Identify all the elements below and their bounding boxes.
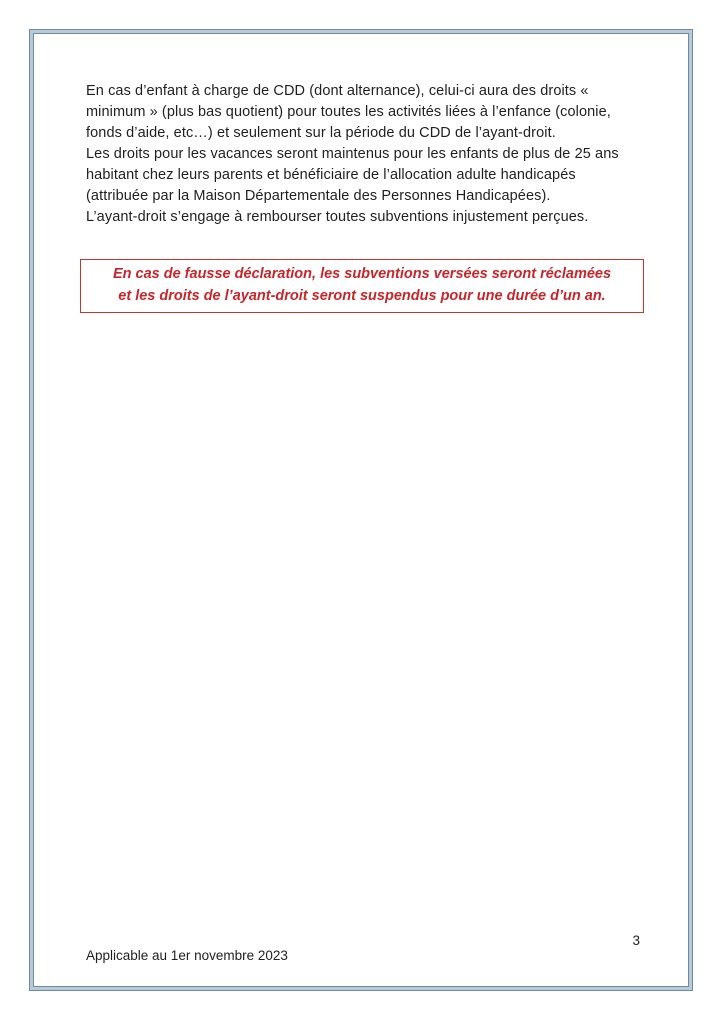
warning-box [80, 259, 644, 313]
footer-applicable-date: Applicable au 1er novembre 2023 [86, 948, 288, 963]
document-body [86, 81, 642, 313]
paragraph-vacation-rights: Les droits pour les vacances seront maintenus pour les enfants de plus de 25 ans habitant chez leurs parents et bénéficiaire de l’allocation adulte handicapés (attribuée par la Maison Départementale des Personnes Handicapées). [86, 146, 619, 204]
warning-text: En cas de fausse déclaration, les subventions versées seront réclamées et les droits de l’ayant-droit seront suspendus pour une durée d’un an. [112, 266, 612, 304]
page-number: 3 [632, 933, 640, 948]
paragraph-cdd-rights: En cas d’enfant à charge de CDD (dont alternance), celui-ci aura des droits « minimum » (plus bas quotient) pour toutes les activités liées à l’enfance (colonie, fonds d’aide, etc…) et seulement sur la période du CDD de l’ayant-droit. [86, 83, 611, 141]
paragraph-reimbursement: L’ayant-droit s’engage à rembourser toutes subventions injustement perçues. [86, 209, 589, 225]
